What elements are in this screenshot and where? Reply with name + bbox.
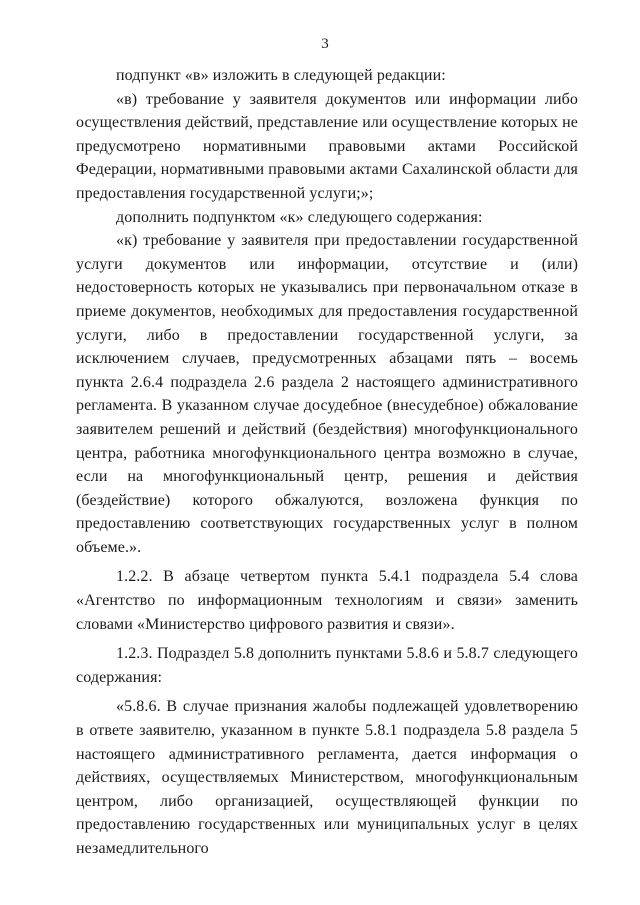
paragraph-5-8-6: «5.8.6. В случае признания жалобы подлежащей удовлетворению в ответе заявителю, указанном в пункте 5.8.1 подраздела 5.8 раздела 5 настоящего административного регламента, дается информация о действиях, осуществляемых Министерством, многофункциональным центром, либо организацией, осуществляющей функции по предоставлению государственных или муниципальных услуг в целях незамедлительного <box>76 698 578 857</box>
paragraph-subpoint-k-intro: дополнить подпунктом «к» следующего содержания: <box>116 208 483 226</box>
paragraph-subpoint-v-text: «в) требование у заявителя документов или информации либо осуществления действий, представление или осуществление которых не предусмотрено нормативными правовыми актами Российской Федерации, нормативными правовыми актами Сахалинской области для предоставления государственной услуги;»; <box>76 90 578 202</box>
paragraph-subpoint-v-intro: подпункт «в» изложить в следующей редакции: <box>116 67 446 84</box>
document-body <box>76 64 578 861</box>
paragraph-1-2-3: 1.2.3. Подраздел 5.8 дополнить пунктами 5.8.6 и 5.8.7 следующего содержания: <box>76 645 578 686</box>
page-number: 3 <box>321 36 329 52</box>
paragraph-1-2-2: 1.2.2. В абзаце четвертом пункта 5.4.1 подраздела 5.4 слова «Агентство по информационным технологиям и связи» заменить словами «Министерство цифрового развития и связи». <box>76 568 578 633</box>
paragraph-subpoint-k-text: «к) требование у заявителя при предоставлении государственной услуги документов или информации, отсутствие и (или) недостоверность которых не указывались при первоначальном отказе в приеме документов, необходимых для предоставления государственной услуги, либо в предоставлении государственной услуги, за исключением случаев, предусмотренных абзацами пять – восемь пункта 2.6.4 подраздела 2.6 раздела 2 настоящего административного регламента. В указанном случае досудебное (внесудебное) обжалование заявителем решений и действий (бездействия) многофункционального центра, работника многофункционального центра возможно в случае, если на многофункциональный центр, решения и действия (бездействие) которого обжалуются, возложена функция по предоставлению соответствующих государственных услуг в полном объеме.». <box>76 232 578 556</box>
